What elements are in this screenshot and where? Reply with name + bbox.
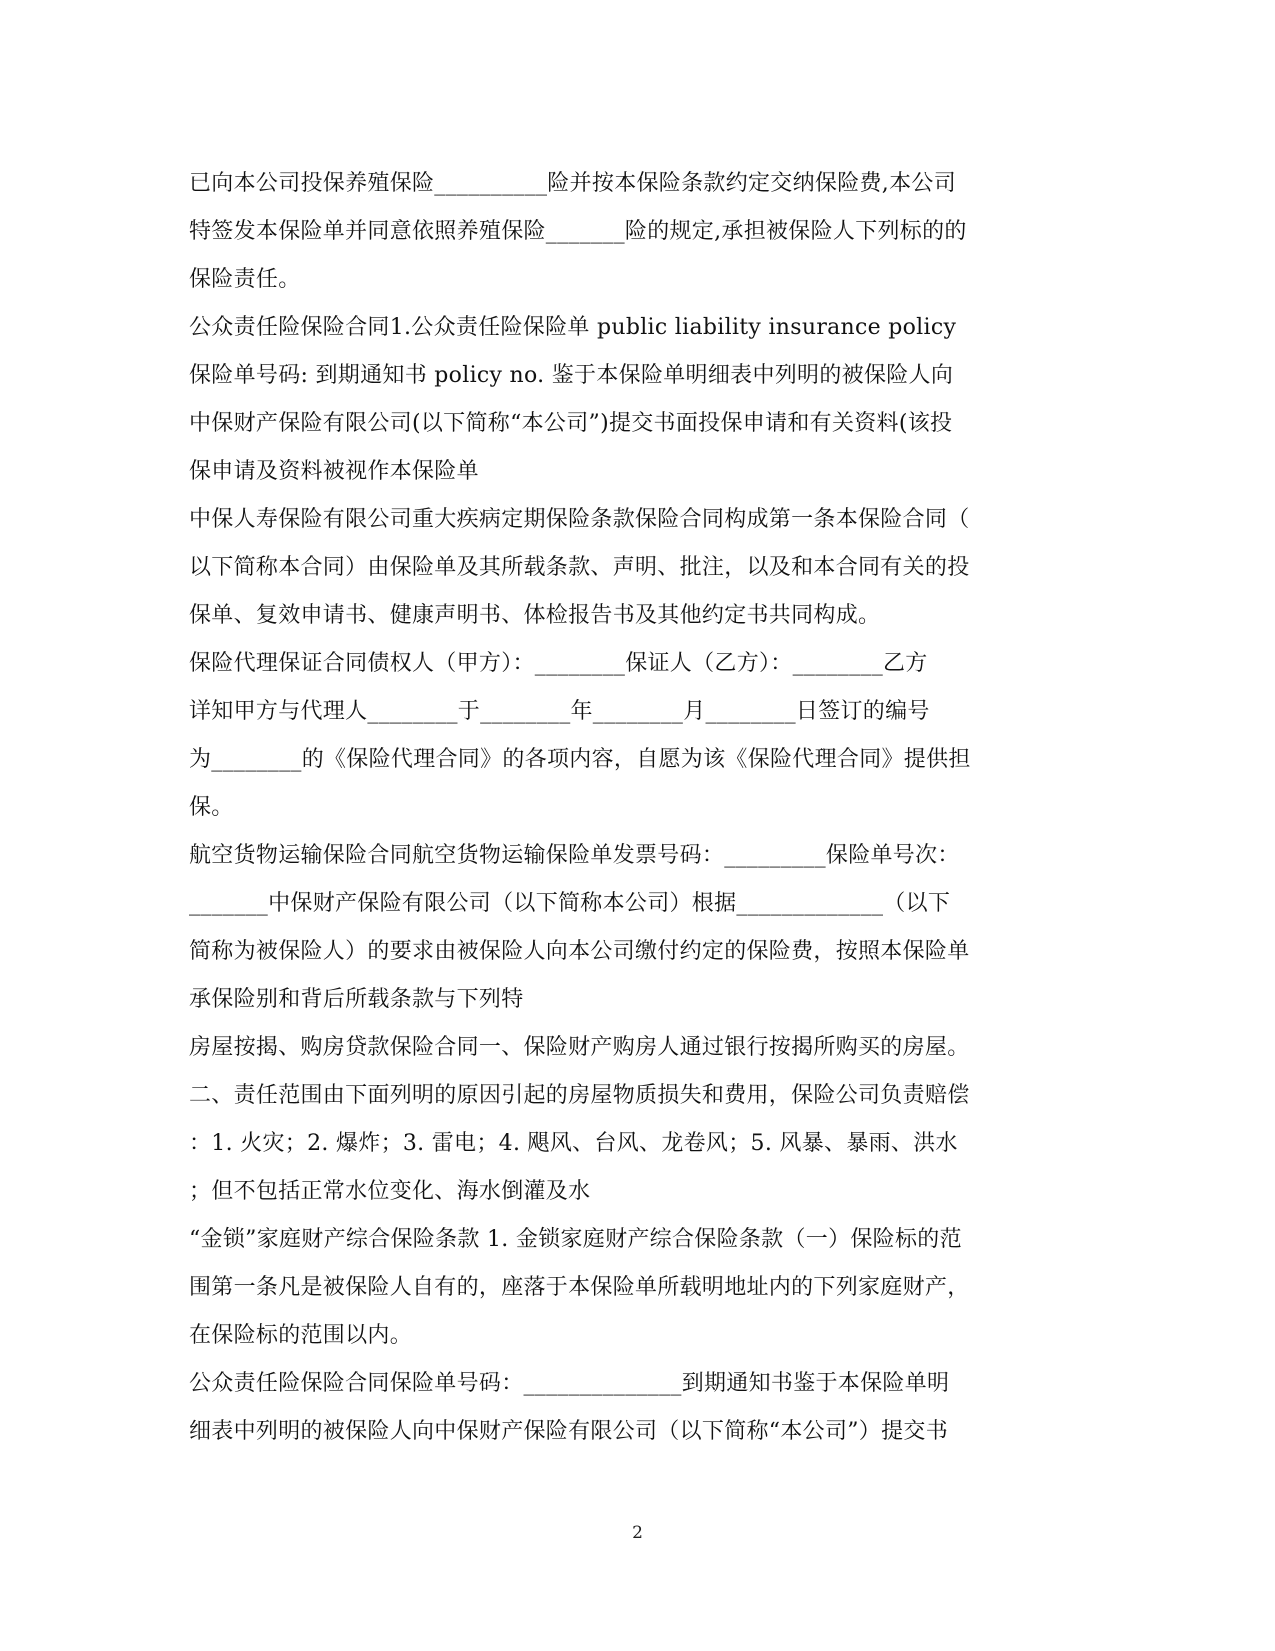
document-body (189, 160, 1079, 1456)
text-line: 航空货物运输保险合同航空货物运输保险单发票号码：_________保险单号次： (189, 843, 960, 868)
text-line: “金锁”家庭财产综合保险条款 1. 金锁家庭财产综合保险条款（一）保险标的范 (189, 1227, 962, 1252)
text-line: 细表中列明的被保险人向中保财产保险有限公司（以下简称“本公司”）提交书 (189, 1419, 948, 1444)
text-line: 已向本公司投保养殖保险__________险并按本保险条款约定交纳保险费,本公司 (189, 171, 956, 196)
text-line: 在保险标的范围以内。 (189, 1323, 413, 1348)
text-line: _______中保财产保险有限公司（以下简称本公司）根据_____________（以下 (189, 891, 951, 916)
text-line: 公众责任险保险合同保险单号码：______________到期通知书鉴于本保险单明 (189, 1371, 950, 1396)
text-line: 房屋按揭、购房贷款保险合同一、保险财产购房人通过银行按揭所购买的房屋。 (189, 1035, 970, 1060)
text-line: 特签发本保险单并同意依照养殖保险_______险的规定,承担被保险人下列标的的 (189, 219, 967, 244)
text-line: 保险责任。 (189, 267, 301, 292)
text-line: 保申请及资料被视作本保险单 (189, 459, 479, 484)
text-line: 保。 (189, 795, 234, 820)
text-line: 围第一条凡是被保险人自有的，座落于本保险单所载明地址内的下列家庭财产， (189, 1275, 970, 1300)
text-line: 公众责任险保险合同1.公众责任险保险单 public liability insurance policy (189, 315, 957, 340)
text-line: ；但不包括正常水位变化、海水倒灌及水 (189, 1179, 591, 1204)
text-line: 详知甲方与代理人________于________年________月________日签订的编号 (189, 699, 930, 724)
text-line: 保险单号码: 到期通知书 policy no. 鉴于本保险单明细表中列明的被保险人向 (189, 363, 954, 388)
text-line: 简称为被保险人）的要求由被保险人向本公司缴付约定的保险费，按照本保险单 (189, 939, 970, 964)
text-line: 以下简称本合同）由保险单及其所载条款、声明、批注，以及和本合同有关的投 (189, 555, 970, 580)
text-line: 承保险别和背后所载条款与下列特 (189, 987, 524, 1012)
text-line: 中保人寿保险有限公司重大疾病定期保险条款保险合同构成第一条本保险合同（ (189, 507, 970, 532)
text-line: 保险代理保证合同债权人（甲方）：________保证人（乙方）：________乙方 (189, 651, 928, 676)
text-line: 中保财产保险有限公司(以下简称“本公司”)提交书面投保申请和有关资料(该投 (189, 411, 953, 436)
text-line: ：1. 火灾；2. 爆炸；3. 雷电；4. 飓风、台风、龙卷风；5. 风暴、暴雨、洪水 (189, 1131, 958, 1156)
text-line: 为________的《保险代理合同》的各项内容，自愿为该《保险代理合同》提供担 (189, 747, 971, 772)
text-line: 二、责任范围由下面列明的原因引起的房屋物质损失和费用，保险公司负责赔偿 (189, 1083, 970, 1108)
text-line: 保单、复效申请书、健康声明书、体检报告书及其他约定书共同构成。 (189, 603, 881, 628)
page-number: 2 (632, 1523, 643, 1543)
